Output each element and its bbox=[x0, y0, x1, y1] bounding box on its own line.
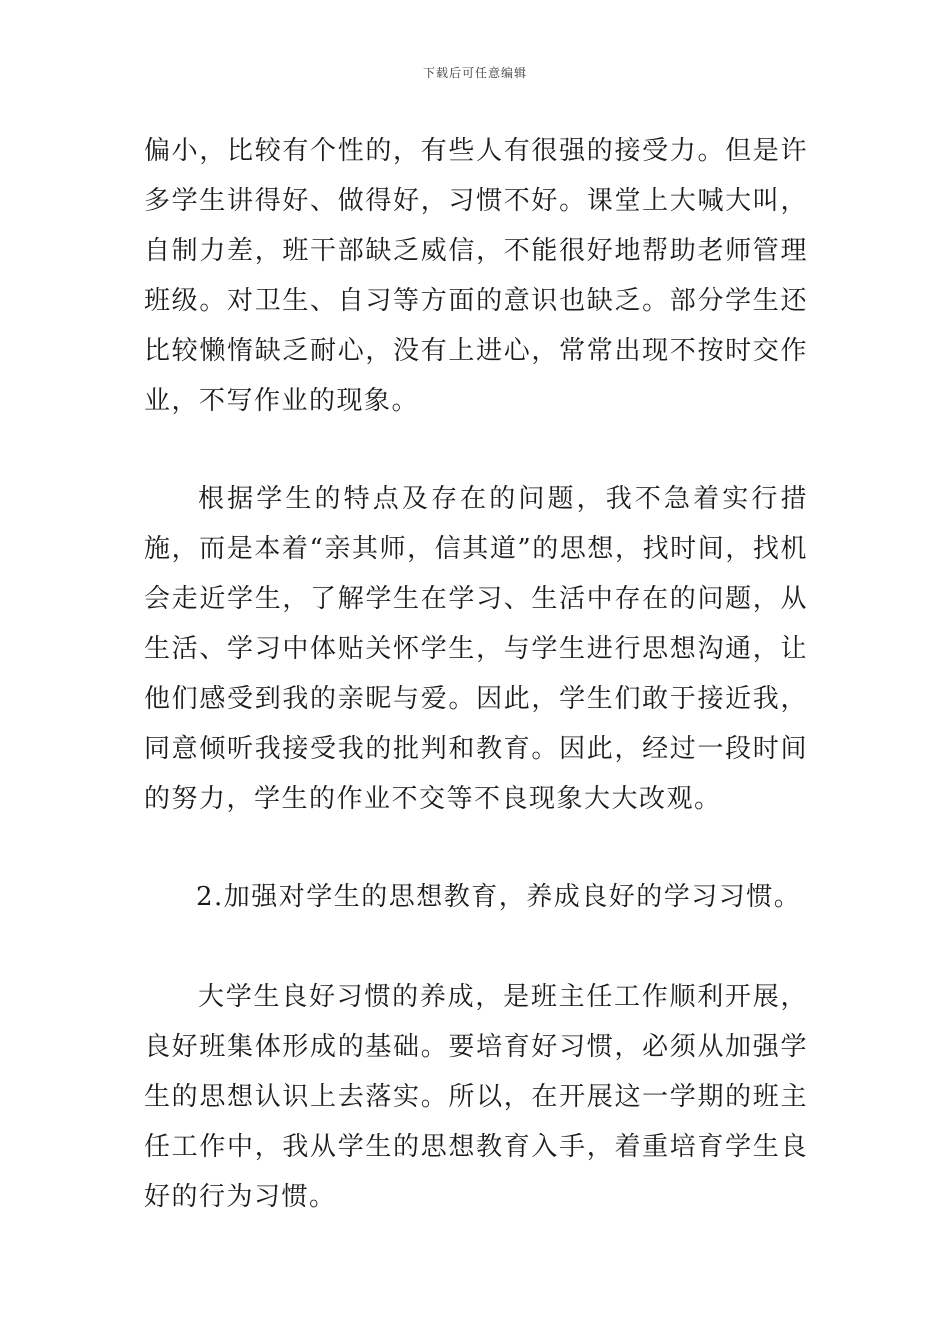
section-heading: 2.加强对学生的思想教育，养成良好的学习习惯。 bbox=[196, 882, 802, 912]
paragraph-3: 大学生良好习惯的养成，是班主任工作顺利开展，良好班集体形成的基础。要培育好习惯，必须从加强学生的思想认识上去落实。所以，在开展这一学期的班主任工作中，我从学生的思想教育入手，着重培育学生良好的行为习惯。 bbox=[144, 982, 808, 1212]
paragraph-1: 偏小，比较有个性的，有些人有很强的接受力。但是许多学生讲得好、做得好，习惯不好。课堂上大喊大叫，自制力差，班干部缺乏威信，不能很好地帮助老师管理班级。对卫生、自习等方面的意识也缺乏。部分学生还比较懒惰缺乏耐心，没有上进心，常常出现不按时交作业，不写作业的现象。 bbox=[144, 136, 808, 416]
paragraph-2: 根据学生的特点及存在的问题，我不急着实行措施，而是本着“亲其师，信其道”的思想，找时间，找机会走近学生，了解学生在学习、生活中存在的问题，从生活、学习中体贴关怀学生，与学生进行思想沟通，让他们感受到我的亲昵与爱。因此，学生们敢于接近我，同意倾听我接受我的批判和教育。因此，经过一段时间的努力，学生的作业不交等不良现象大大改观。 bbox=[144, 484, 808, 814]
header-note: 下载后可任意编辑 bbox=[422, 66, 527, 80]
